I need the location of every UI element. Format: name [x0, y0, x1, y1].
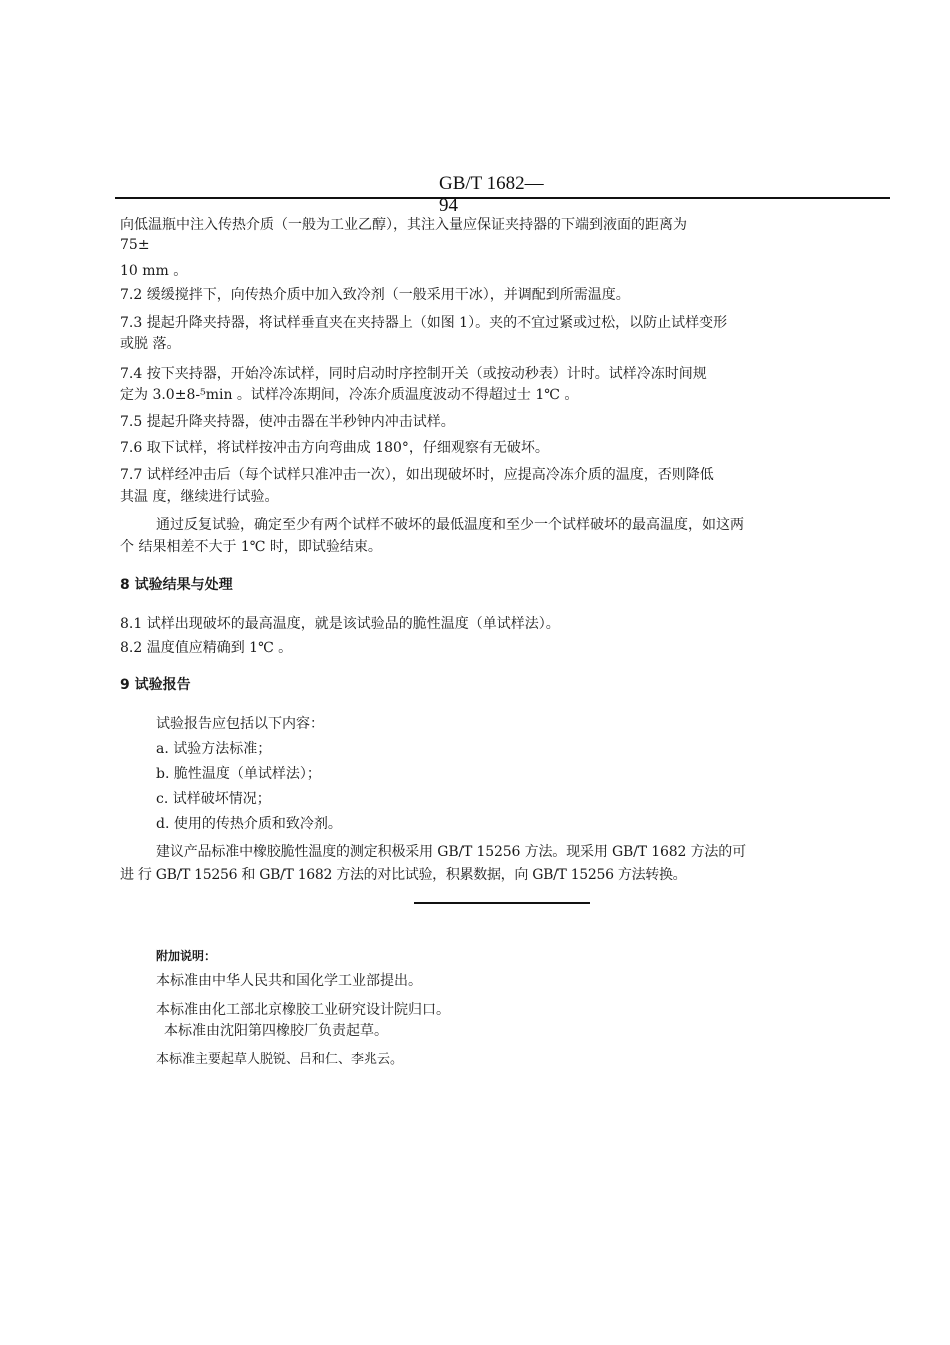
standard-code-header: GB/T 1682— — [439, 173, 544, 194]
report-item-a: a. 试验方法标准； — [156, 741, 272, 757]
clause-7-4-line1: 7.4 按下夹持器，开始冷冻试样，同时启动时序控制开关（或按动秒表）计时。试样冷冻时间规 — [120, 366, 707, 382]
note-main-drafters: 本标准主要起草人脱锐、吕和仁、李兆云。 — [156, 1052, 404, 1067]
additional-notes-heading: 附加说明： — [156, 949, 217, 963]
report-item-c: c. 试样破坏情况； — [156, 791, 271, 807]
suggestion-paragraph-line2: 进 行 GB/T 15256 和 GB/T 1682 方法的对比试验，积累数据，向 GB/T 15256 方法转换。 — [120, 867, 687, 883]
section-8-heading: 8 试验结果与处理 — [120, 577, 233, 593]
clause-7-2: 7.2 缓缓搅拌下，向传热介质中加入致冷剂（一般采用干冰），并调配到所需温度。 — [120, 287, 630, 303]
report-item-d: d. 使用的传热介质和致冷剂。 — [156, 816, 342, 832]
intro-paragraph-line3: 10 mm 。 — [120, 263, 188, 279]
clause-7-5: 7.5 提起升降夹持器，使冲击器在半秒钟内冲击试样。 — [120, 414, 455, 430]
standard-code-header-year: 94 — [439, 195, 458, 216]
header-rule — [115, 197, 890, 199]
note-proposed-by: 本标准由中华人民共和国化学工业部提出。 — [156, 973, 422, 989]
report-intro: 试验报告应包括以下内容： — [156, 716, 324, 732]
end-rule — [414, 902, 590, 904]
clause-7-3-line1: 7.3 提起升降夹持器，将试样垂直夹在夹持器上（如图 1）。夹的不宜过紧或过松，以防止试样变形 — [120, 315, 728, 331]
intro-paragraph-line2: 75± — [120, 237, 150, 253]
clause-7-7-line2: 其温 度，继续进行试验。 — [120, 489, 279, 505]
clause-7-6: 7.6 取下试样，将试样按冲击方向弯曲成 180°，仔细观察有无破坏。 — [120, 440, 549, 456]
clause-8-2: 8.2 温度值应精确到 1℃ 。 — [120, 640, 293, 656]
clause-7-4-line2: 定为 3.0±8-⁵min 。试样冷冻期间，冷冻介质温度波动不得超过士 1℃ 。 — [120, 387, 579, 403]
repeat-test-paragraph-line2: 个 结果相差不大于 1℃ 时，即试验结束。 — [120, 539, 382, 555]
clause-7-3-line2: 或脱 落。 — [120, 336, 181, 352]
report-item-b: b. 脆性温度（单试样法）； — [156, 766, 321, 782]
note-drafted-by: 本标准由沈阳第四橡胶厂负责起草。 — [164, 1023, 388, 1039]
repeat-test-paragraph-line1: 通过反复试验，确定至少有两个试样不破坏的最低温度和至少一个试样破坏的最高温度，如这两 — [156, 517, 744, 533]
section-9-heading: 9 试验报告 — [120, 677, 191, 693]
suggestion-paragraph-line1: 建议产品标准中橡胶脆性温度的测定积极采用 GB/T 15256 方法。现采用 GB/T 1682 方法的可 — [156, 844, 746, 860]
clause-7-7-line1: 7.7 试样经冲击后（每个试样只准冲击一次），如出现破坏时，应提高冷冻介质的温度，否则降低 — [120, 467, 714, 483]
intro-paragraph-line1: 向低温瓶中注入传热介质（一般为工业乙醇），其注入量应保证夹持器的下端到液面的距离为 — [120, 217, 687, 233]
note-administered-by: 本标准由化工部北京橡胶工业研究设计院归口。 — [156, 1002, 450, 1018]
clause-8-1: 8.1 试样出现破坏的最高温度，就是该试验品的脆性温度（单试样法）。 — [120, 616, 560, 632]
